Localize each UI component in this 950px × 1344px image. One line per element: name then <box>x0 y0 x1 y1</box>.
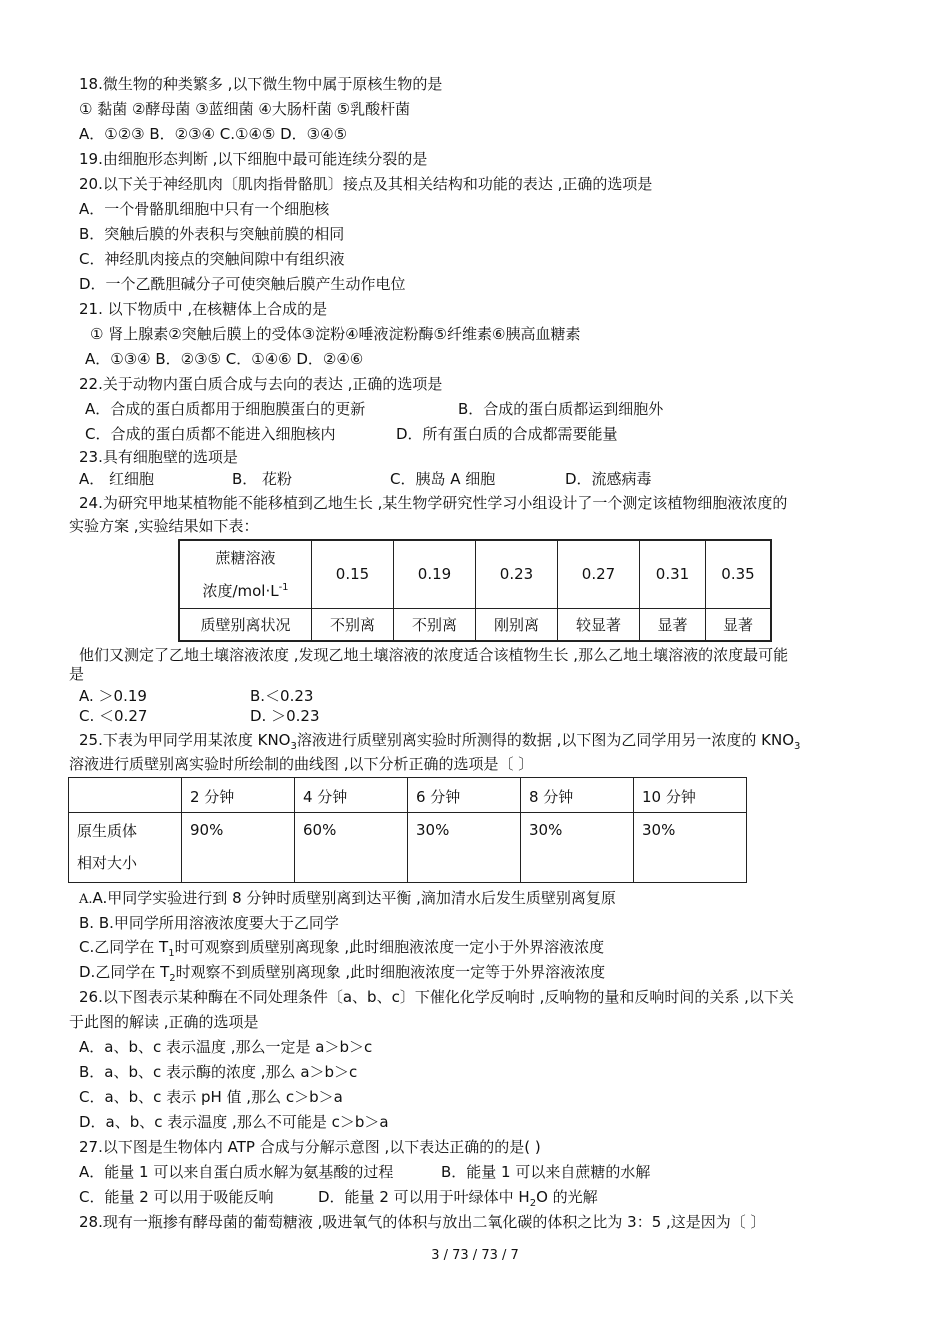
q26-option-b: B．a、b、c 表示酶的浓度 ,那么 a＞b＞c <box>79 1063 358 1081</box>
protoplast-value: 90% <box>182 813 295 883</box>
concentration-cell: 0.31 <box>640 540 706 608</box>
q18-items: ① 黏菌 ②酵母菌 ③蓝细菌 ④大肠杆菌 ⑤乳酸杆菌 <box>79 100 411 118</box>
concentration-cell: 0.23 <box>476 540 558 608</box>
sucrose-table <box>178 539 772 642</box>
q24-option-d: D. ＞0.23 <box>250 707 320 725</box>
q22-option-d: D．所有蛋白质的合成都需要能量 <box>396 425 618 443</box>
time-header: 4 分钟 <box>295 778 408 813</box>
q27-stem: 27.以下图是生物体内 ATP 合成与分解示意图 ,以下表达正确的的是( ) <box>79 1138 541 1156</box>
concentration-cell: 0.19 <box>394 540 476 608</box>
q19-stem: 19.由细胞形态判断 ,以下细胞中最可能连续分裂的是 <box>79 150 428 168</box>
concentration-cell: 0.35 <box>706 540 772 608</box>
q26-stem-line1: 26.以下图表示某种酶在不同处理条件〔a、b、c〕下催化化学反响时 ,反响物的量和反响时间的关系 ,以下关 <box>79 988 794 1006</box>
concentration-cell: 0.15 <box>312 540 394 608</box>
q25-option-a: A.A.甲同学实验进行到 8 分钟时质壁别离到达平衡 ,滴加清水后发生质壁别离复原 <box>79 889 616 907</box>
q18-options: A．①②③ B．②③④ C.①④⑤ D．③④⑤ <box>79 125 348 143</box>
q26-option-c: C．a、b、c 表示 pH 值 ,那么 c＞b＞a <box>79 1088 343 1106</box>
q21-stem: 21. 以下物质中 ,在核糖体上合成的是 <box>79 300 328 318</box>
protoplast-value: 60% <box>295 813 408 883</box>
q20-option-d: D．一个乙酰胆碱分子可使突触后膜产生动作电位 <box>79 275 406 293</box>
q21-items: ① 肾上腺素②突触后膜上的受体③淀粉④唾液淀粉酶⑤纤维素⑥胰高血糖素 <box>90 325 581 343</box>
q20-option-b: B．突触后膜的外表积与突触前膜的相同 <box>79 225 345 243</box>
q25-stem-line1: 25.下表为甲同学用某浓度 $KNO_3$溶液进行质壁别离实验时所测得的数据 ,以下图为乙同学用另一浓度的 $KNO_3$ <box>79 731 801 752</box>
q23-stem: 23.具有细胞壁的选项是 <box>79 448 238 466</box>
q24-option-c: C. ＜0.27 <box>79 707 148 725</box>
q20-stem: 20.以下关于神经肌肉〔肌肉指骨骼肌〕接点及其相关结构和功能的表达 ,正确的选项是 <box>79 175 653 193</box>
table-corner-cell <box>69 778 182 813</box>
q23-option-a: A． 红细胞 <box>79 470 155 488</box>
q25-option-b: B. B.甲同学所用溶液浓度要大于乙同学 <box>79 914 339 932</box>
q24-option-a: A. ＞0.19 <box>79 687 147 705</box>
q26-option-d: D．a、b、c 表示温度 ,那么不可能是 c＞b＞a <box>79 1113 389 1131</box>
q22-option-c: C．合成的蛋白质都不能进入细胞核内 <box>85 425 336 443</box>
protoplast-value: 30% <box>521 813 634 883</box>
time-header: 2 分钟 <box>182 778 295 813</box>
page-number: 3 / 73 / 73 / 7 <box>431 1248 519 1263</box>
q25-option-d: D.乙同学在 $T_2$时观察不到质壁别离现象 ,此时细胞液浓度一定等于外界溶液浓度 <box>79 963 606 984</box>
q23-option-b: B． 花粉 <box>232 470 293 488</box>
q18-stem: 18.微生物的种类繁多 ,以下微生物中属于原核生物的是 <box>79 75 443 93</box>
q27-option-b: B．能量 1 可以来自蔗糖的水解 <box>441 1163 651 1181</box>
plasmolysis-cell: 不别离 <box>312 608 394 641</box>
plasmolysis-cell: 较显著 <box>558 608 640 641</box>
q25-stem-line2: 溶液进行质壁别离实验时所绘制的曲线图 ,以下分析正确的选项是〔 〕 <box>69 755 534 773</box>
q21-options: A．①③④ B．②③⑤ C．①④⑥ D．②④⑥ <box>85 350 364 368</box>
q22-option-a: A．合成的蛋白质都用于细胞膜蛋白的更新 <box>85 400 366 418</box>
q23-option-d: D．流感病毒 <box>565 470 652 488</box>
q26-stem-line2: 于此图的解读 ,正确的选项是 <box>69 1013 259 1031</box>
plasmolysis-row-label: 质壁别离状况 <box>179 608 312 641</box>
protoplast-value: 30% <box>408 813 521 883</box>
q24-followup-line1: 他们又测定了乙地土壤溶液浓度 ,发现乙地土壤溶液的浓度适合该植物生长 ,那么乙地土壤溶液的浓度最可能 <box>79 646 789 664</box>
q23-option-c: C．胰岛 A 细胞 <box>390 470 496 488</box>
plasmolysis-cell: 不别离 <box>394 608 476 641</box>
plasmolysis-cell: 刚别离 <box>476 608 558 641</box>
q26-option-a: A．a、b、c 表示温度 ,那么一定是 a＞b＞c <box>79 1038 373 1056</box>
q20-option-c: C．神经肌肉接点的突触间隙中有组织液 <box>79 250 345 268</box>
q27-option-c: C．能量 2 可以用于吸能反响 <box>79 1188 274 1206</box>
q27-option-d: D．能量 2 可以用于叶绿体中 $H_2O$ 的光解 <box>318 1188 598 1209</box>
protoplast-table <box>68 777 747 883</box>
q24-stem-line1: 24.为研究甲地某植物能不能移植到乙地生长 ,某生物学研究性学习小组设计了一个测定该植物细胞液浓度的 <box>79 494 788 512</box>
plasmolysis-cell: 显著 <box>640 608 706 641</box>
q28-stem: 28.现有一瓶掺有酵母菌的葡萄糖液 ,吸进氧气的体积与放出二氧化碳的体积之比为 3：5 ,这是因为〔 〕 <box>79 1213 766 1231</box>
plasmolysis-cell: 显著 <box>706 608 772 641</box>
q24-option-b: B.＜0.23 <box>250 687 314 705</box>
time-header: 10 分钟 <box>634 778 747 813</box>
time-header: 8 分钟 <box>521 778 634 813</box>
q24-followup-line2: 是 <box>69 665 85 683</box>
concentration-cell: 0.27 <box>558 540 640 608</box>
q24-stem-line2: 实验方案 ,实验结果如下表： <box>69 517 259 535</box>
protoplast-row-label: 原生质体 相对大小 <box>69 813 182 883</box>
time-header: 6 分钟 <box>408 778 521 813</box>
q20-option-a: A．一个骨骼肌细胞中只有一个细胞核 <box>79 200 330 218</box>
q25-option-c: C.乙同学在 $T_1$时可观察到质壁别离现象 ,此时细胞液浓度一定小于外界溶液浓度 <box>79 938 605 959</box>
q22-option-b: B．合成的蛋白质都运到细胞外 <box>458 400 664 418</box>
q22-stem: 22.关于动物内蛋白质合成与去向的表达 ,正确的选项是 <box>79 375 443 393</box>
q27-option-a: A．能量 1 可以来自蛋白质水解为氨基酸的过程 <box>79 1163 394 1181</box>
protoplast-value: 30% <box>634 813 747 883</box>
sucrose-row-label: 蔗糖溶液 浓度$/mol\cdot L^{-1}$ <box>179 540 312 608</box>
